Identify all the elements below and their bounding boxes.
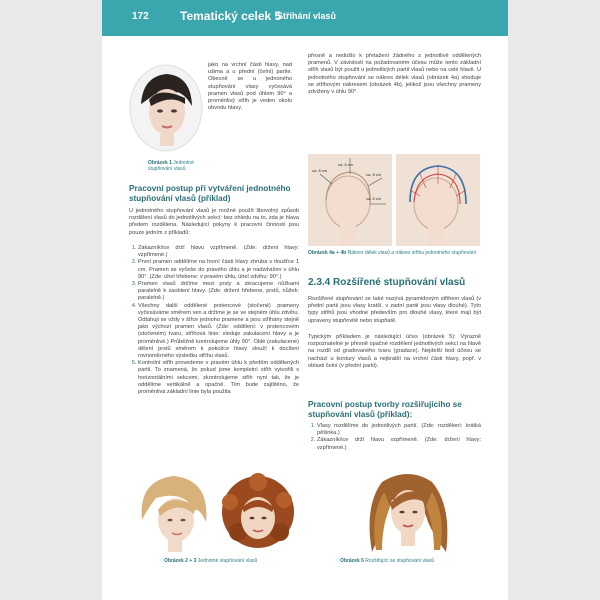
figure-5-caption: [340, 558, 490, 564]
section-2-number: 2.3.4: [308, 277, 331, 288]
figure-5-image: [362, 466, 454, 556]
figure-4a-image: [308, 154, 392, 246]
right-top-text: přesně a nedošlo k přetažení žádného z jednotlivě oddělených pramenů. V závislosti na požadovaném účesu může tento základní střih vlasů být použit u jednotlivých partií vlasů nebo na celé hlavě. U jednotného stupňování se nákres délek vlasů (obrázek 4a) shoduje se střihovým nákresem (obrázek 4b), jelikož jsou všechny prameny zdviženy v úhlu 90°.: [308, 53, 481, 96]
figure-2-3-caption-text: Jednotné stupňování vlasů: [197, 558, 258, 564]
figure-2-image: [134, 470, 214, 552]
step-item: 1. Zákazník/ice drží hlavu vzpřímeně. (Zde: držení hlavy: vzpřímené.): [138, 245, 299, 259]
page-header: [102, 0, 508, 36]
diagram-label: ca. 8 cm: [338, 162, 354, 167]
section-2-title-text: Rozšířené stupňování vlasů: [333, 277, 466, 288]
section-2-paragraph-1: Rozšířené stupňování se také nazývá pyramidovým střihem vlasů (v přední partii jsou vlasy kratší, v zadní partii jsou vlasy dlouhé). Tyto typy střihů jsou vhodné především pro dlouhé vlasy, které mají být upraveny stupňovitě nebo stupňatě.: [308, 296, 481, 324]
chapter-title: Stříhání vlasů: [277, 11, 337, 21]
section-1-paragraph: U jednotného stupňování vlasů je možné použít libovolný způsob rozdělení vlasů do jednotlivých sekcí: bez ohledu na to, zda je hlava předem rozdělena. Následující pokyny k pracovní činnosti jsou pouze jedním z příkladů:: [129, 208, 299, 236]
figure-3-image: [218, 472, 298, 556]
step-item: 3. Pramen vlasů držíme mezi prsty a zkracujeme nůžkami paralelně k zaoblení hlavy. (Zde: držení hřebene, prstů, nůžek: paralelně.): [138, 281, 299, 303]
step-item: 5. Kontrolní střih provedeme v pravém úhlu k předtím oddělených partií. To znamená, že pokud jsme kompletní střih vytvořili s horizontálními sekcemi, zkontrolujeme střih nyní tak, že je oddělíme vertikálně a opačně. Tím bude zajištěno, že proměnlivá základní linie byla použita: [138, 360, 299, 396]
section-1-steps: [129, 245, 299, 396]
figure-4b-image: [396, 154, 480, 246]
section-2-step-list: [308, 423, 481, 452]
section-2-heading: Pracovní postup tvorby rozšiřujícího se stupňování vlasů (příklad):: [308, 400, 462, 419]
figure-1-caption-text: Jednotné stupňování vlasů: [148, 160, 194, 173]
diagram-label: ca. 8 cm: [366, 196, 382, 201]
section-2-title: [308, 277, 488, 288]
figure-1-caption: [148, 160, 218, 173]
step-item: 2. Zákazník/ice drží hlavu vzpřímeně. (Zde: držení hlavy: vzpřímené.): [317, 437, 481, 451]
unit-title: Tematický celek 5: [180, 9, 282, 23]
figure-1-image: [129, 64, 204, 152]
figure-2-3-label: Obrázek 2 + 3: [164, 558, 197, 564]
diagram-label: ca. 8 cm: [366, 172, 382, 177]
page-number: 172: [132, 11, 149, 22]
figure-2-3-caption: [164, 558, 304, 564]
figure-1-label: Obrázek 1: [148, 160, 172, 166]
book-page: [102, 0, 508, 600]
section-2-steps: [308, 423, 481, 452]
section-1-heading: Pracovní postup při vytváření jednotného stupňování vlasů (příklad): [129, 184, 291, 203]
figure-4-label: Obrázek 4a + 4b: [308, 250, 347, 256]
section-1-step-list: [129, 245, 299, 396]
section-2-paragraph-2: Typickým příkladem je následující účes (obrázek 5): Výrazně rozpoznatelné je přesně opačné rozdělení jednotlivých sekcí na hlavě na rozdíl od gradovaného tvaru (gradace). Nejdelší bod účesu se nachází u kontury vlasů a nejkratší na vrchní části hlavy, popř. v oblasti čelní (v přední partii).: [308, 334, 481, 369]
figure-5-label: Obrázek 5: [340, 558, 364, 564]
step-item: 2. První pramen oddělíme na horní části hlavy zhruba v tloušťce 1 cm. Pramen se vyčeše do pravého úhlu a je nadzdvižen v úhlu 90°. (Zde: úhel hřebene: v pravém úhlu, úhel zdvihu: 90°.): [138, 259, 299, 281]
figure-4-caption: [308, 250, 483, 256]
figure-4-caption-text: Nákres délek vlasů a nákres střihu jednotného stupňování: [347, 250, 477, 256]
step-item: 1. Vlasy rozdělíme do jednotlivých partií. (Zde: rozdělení: krátká pěšinka.): [317, 423, 481, 437]
intro-text: jako na vrchní části hlavy, nad ušima a u přední (čelní) partie. Obecně se u jednoného stupňování vlasy vyčesává pramen vlasů pod úhlem 90° a proměnlivý střih je veden okolo obvodu hlavy.: [208, 62, 292, 112]
diagram-label: ca. 8 cm: [312, 168, 328, 173]
step-item: 4. Všechny další oddělené prstencové (stočené) prameny vyčesáváme směrem ven a držíme je se ve stejném úhlu zdvihu. Odtahuji se vždy v šířce jednoho pramene a jsou stříhány stejně jako výchozí pramen vlasů. (Zde: oddělení: v prstencovém (stočeném) tvaru, stříhová linie: sleduje zakulacení hlavy a je proměnlivé.) Průběžně kontrolujeme úhly 90°. Oblé (zakulacené) dělení prstů směrem k pokožce hlavy slouží k docílení rovnoměrného výsledku stříhu vlasů.: [138, 303, 299, 361]
figure-5-caption-text: Rozšiřující se stupňování vlasů: [365, 558, 435, 564]
